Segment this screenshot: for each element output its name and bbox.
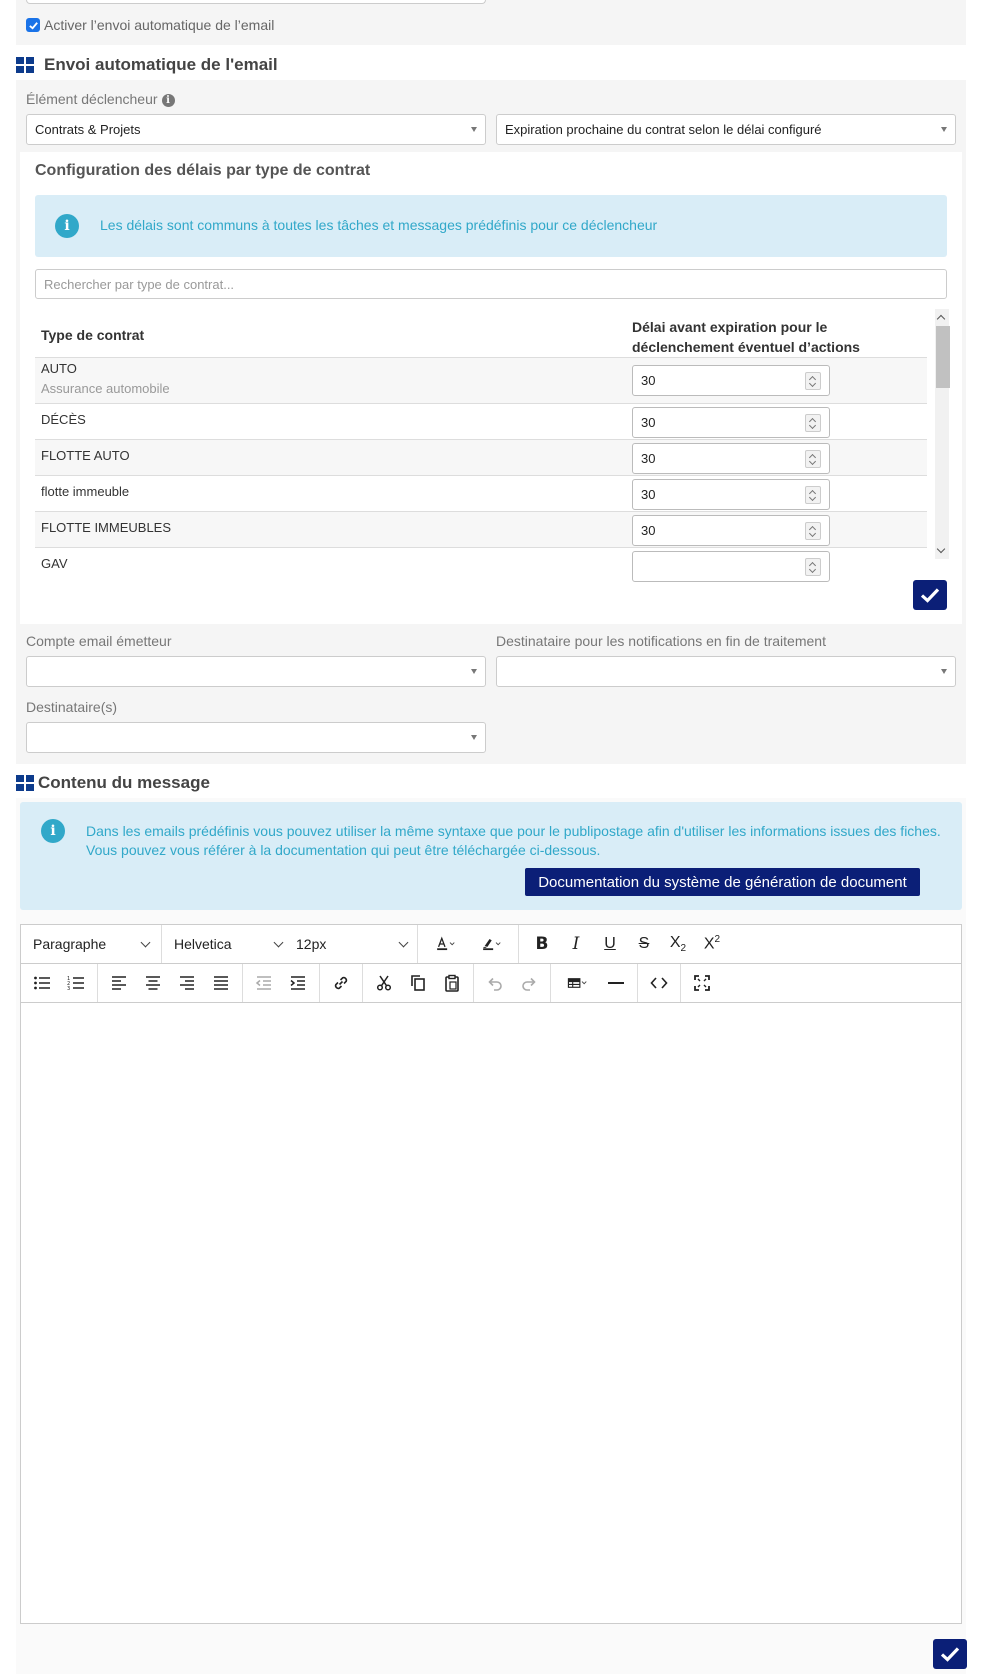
table-row: [35, 547, 927, 583]
strikethrough-button[interactable]: [627, 929, 661, 959]
recipients-select[interactable]: [26, 722, 486, 753]
undo-icon: [485, 973, 505, 993]
delay-table: [35, 309, 947, 571]
italic-button[interactable]: [559, 929, 593, 959]
underline-icon: U: [604, 935, 616, 952]
svg-text:3: 3: [67, 986, 71, 992]
trigger-event-value: Expiration prochaine du contrat selon le délai configuré: [505, 122, 822, 137]
message-section-title: [16, 773, 210, 793]
editor-toolbar-row-2: [21, 964, 961, 1003]
numbered-list-icon: [66, 973, 86, 993]
insert-table-button[interactable]: [555, 968, 599, 998]
scrollbar-thumb[interactable]: [936, 326, 950, 388]
delay-value: 30: [641, 487, 656, 502]
history-group: [474, 964, 551, 1002]
message-info-text: Dans les emails prédéfinis vous pouvez utiliser la même syntaxe que pour le publipostage afin d'utiliser les informations issues des fiches. Vous pouvez vous référer à la documentation qui peut être téléchargée ci-dessous.: [86, 823, 941, 858]
sender-account-select[interactable]: [26, 656, 486, 687]
caret-down-icon: [941, 127, 947, 132]
paste-button[interactable]: [435, 968, 469, 998]
table-row: [35, 475, 927, 511]
check-icon: [28, 20, 39, 31]
caret-down-icon: [941, 669, 947, 674]
stepper-icon[interactable]: [805, 450, 821, 468]
bold-button[interactable]: [525, 929, 559, 959]
sender-account-label: Compte email émetteur: [26, 633, 172, 649]
source-code-button[interactable]: [642, 968, 676, 998]
link-icon: [331, 973, 351, 993]
block-format-value: Paragraphe: [33, 936, 107, 952]
table-row: [35, 403, 927, 439]
caret-down-icon: [471, 735, 477, 740]
font-family-value: Helvetica: [174, 936, 232, 952]
outdent-icon: [254, 973, 274, 993]
block-format-group: [21, 925, 162, 963]
stepper-icon[interactable]: [805, 414, 821, 432]
chevron-down-icon: [399, 937, 409, 947]
justify-button[interactable]: [204, 968, 238, 998]
trigger-module-value: Contrats & Projets: [35, 122, 141, 137]
bullet-list-icon: [32, 973, 52, 993]
align-right-button[interactable]: [170, 968, 204, 998]
superscript-button[interactable]: [695, 929, 729, 959]
italic-icon: I: [572, 934, 580, 954]
caret-down-icon: [471, 669, 477, 674]
align-center-icon: [143, 973, 163, 993]
text-style-group: [519, 925, 729, 963]
contract-type-name: DÉCÈS: [41, 412, 86, 427]
view-group: [681, 964, 723, 1002]
fullscreen-button[interactable]: [685, 968, 719, 998]
delay-save-button[interactable]: [913, 580, 947, 610]
table-row: [35, 357, 927, 403]
auto-email-toggle[interactable]: [26, 17, 274, 33]
auto-email-checkbox[interactable]: [26, 18, 40, 32]
message-editor: [20, 924, 962, 1624]
scroll-up-icon[interactable]: [937, 315, 945, 323]
font-size-select[interactable]: [292, 936, 417, 952]
editor-toolbar-row-1: [21, 925, 961, 964]
col-header-delay: Délai avant expiration pour le déclenchement éventuel d’actions: [632, 319, 860, 355]
delay-value: 30: [641, 523, 656, 538]
bold-icon: B: [535, 934, 549, 954]
clipboard-group: [363, 964, 474, 1002]
stepper-icon[interactable]: [805, 558, 821, 576]
delay-config-title: Configuration des délais par type de contrat: [35, 162, 371, 179]
contract-type-name: AUTO: [41, 361, 77, 376]
check-icon: [920, 587, 940, 603]
code-icon: [649, 973, 669, 993]
contract-type-search-input[interactable]: [35, 269, 947, 299]
delay-input[interactable]: [632, 551, 830, 582]
text-color-icon: [435, 934, 455, 954]
underline-button[interactable]: [593, 929, 627, 959]
documentation-button[interactable]: Documentation du système de génération de document: [525, 868, 920, 896]
table-row: [35, 511, 927, 547]
block-format-select[interactable]: [21, 936, 161, 952]
align-center-button[interactable]: [136, 968, 170, 998]
delay-input[interactable]: [632, 443, 830, 474]
font-family-select[interactable]: [162, 936, 292, 952]
link-group: [320, 964, 363, 1002]
code-group: [638, 964, 681, 1002]
contract-type-name: FLOTTE IMMEUBLES: [41, 520, 172, 535]
delay-value: 30: [641, 415, 656, 430]
horizontal-rule-button[interactable]: [599, 968, 633, 998]
cut-button[interactable]: [367, 968, 401, 998]
contract-type-name: flotte immeuble: [41, 484, 130, 499]
insert-link-button[interactable]: [324, 968, 358, 998]
trigger-event-select[interactable]: [496, 114, 956, 145]
table-row: [35, 439, 927, 475]
indent-group: [243, 964, 320, 1002]
delay-config-box: [20, 152, 962, 624]
trigger-label: [26, 91, 175, 107]
indent-icon: [288, 973, 308, 993]
delay-input[interactable]: [632, 365, 830, 396]
notify-recipient-select[interactable]: [496, 656, 956, 687]
contract-type-name: FLOTTE AUTO: [41, 448, 130, 463]
grid-icon: [16, 775, 34, 791]
font-size-value: 12px: [296, 936, 327, 952]
scissors-icon: [374, 973, 394, 993]
auto-email-checkbox-label: Activer l’envoi automatique de l’email: [44, 17, 275, 33]
undo-button[interactable]: [478, 968, 512, 998]
delay-info-text: Les délais sont communs à toutes les tâches et messages prédéfinis pour ce déclencheur: [100, 217, 658, 233]
info-icon[interactable]: i: [162, 94, 175, 107]
redo-button[interactable]: [512, 968, 546, 998]
message-save-button[interactable]: [933, 1639, 967, 1669]
align-group: [98, 964, 243, 1002]
delay-value: 30: [641, 451, 656, 466]
stepper-icon[interactable]: [805, 372, 821, 390]
color-group: [418, 925, 519, 963]
horizontal-rule-icon: [606, 973, 626, 993]
strikethrough-icon: S: [638, 935, 650, 952]
notify-recipient-label: Destinataire pour les notifications en fin de traitement: [496, 633, 826, 649]
paste-icon: [442, 973, 462, 993]
highlighter-icon: [481, 934, 501, 954]
scroll-down-icon[interactable]: [937, 545, 945, 553]
message-section-title-text: Contenu du message: [38, 773, 210, 792]
delay-input[interactable]: [632, 479, 830, 510]
contract-type-name: GAV: [41, 556, 68, 571]
delay-input[interactable]: [632, 407, 830, 438]
info-circle-icon: i: [41, 819, 65, 843]
numbered-list-button[interactable]: [59, 968, 93, 998]
trigger-section-title: [16, 55, 278, 75]
justify-icon: [211, 973, 231, 993]
indent-button[interactable]: [281, 968, 315, 998]
fullscreen-icon: [692, 973, 712, 993]
trigger-module-select[interactable]: [26, 114, 486, 145]
recipients-label: Destinataire(s): [26, 699, 118, 715]
align-left-button[interactable]: [102, 968, 136, 998]
list-group: [21, 964, 98, 1002]
svg-text:1: 1: [67, 976, 71, 982]
redo-icon: [519, 973, 539, 993]
check-icon: [940, 1646, 960, 1662]
highlight-color-button[interactable]: [468, 929, 514, 959]
copy-icon: [408, 973, 428, 993]
outdent-button[interactable]: [247, 968, 281, 998]
chevron-down-icon: [274, 937, 284, 947]
insert-group: [551, 964, 638, 1002]
text-color-button[interactable]: [422, 929, 468, 959]
font-group: [162, 925, 418, 963]
copy-button[interactable]: [401, 968, 435, 998]
align-right-icon: [177, 973, 197, 993]
subscript-button[interactable]: [661, 929, 695, 959]
chevron-down-icon: [141, 937, 151, 947]
subscript-icon: $X_2$: [669, 933, 687, 955]
delay-table-scrollbar[interactable]: [935, 309, 949, 559]
superscript-icon: $X^2$: [703, 934, 721, 953]
previous-field-edge: [26, 0, 486, 4]
editor-content-area[interactable]: [21, 1003, 961, 1623]
delay-info-alert: [35, 195, 947, 257]
stepper-icon[interactable]: [805, 486, 821, 504]
grid-icon: [16, 57, 34, 73]
delay-value: 30: [641, 373, 656, 388]
align-left-icon: [109, 973, 129, 993]
contract-type-description: Assurance automobile: [41, 381, 170, 396]
caret-down-icon: [471, 127, 477, 132]
info-circle-icon: i: [55, 214, 79, 238]
col-header-contract-type: Type de contrat: [41, 327, 145, 343]
trigger-label-text: Élément déclencheur: [26, 91, 158, 107]
table-icon: [567, 973, 587, 993]
delay-input[interactable]: [632, 515, 830, 546]
trigger-section-title-text: Envoi automatique de l'email: [44, 55, 278, 74]
bullet-list-button[interactable]: [25, 968, 59, 998]
svg-text:2: 2: [67, 981, 71, 987]
stepper-icon[interactable]: [805, 522, 821, 540]
